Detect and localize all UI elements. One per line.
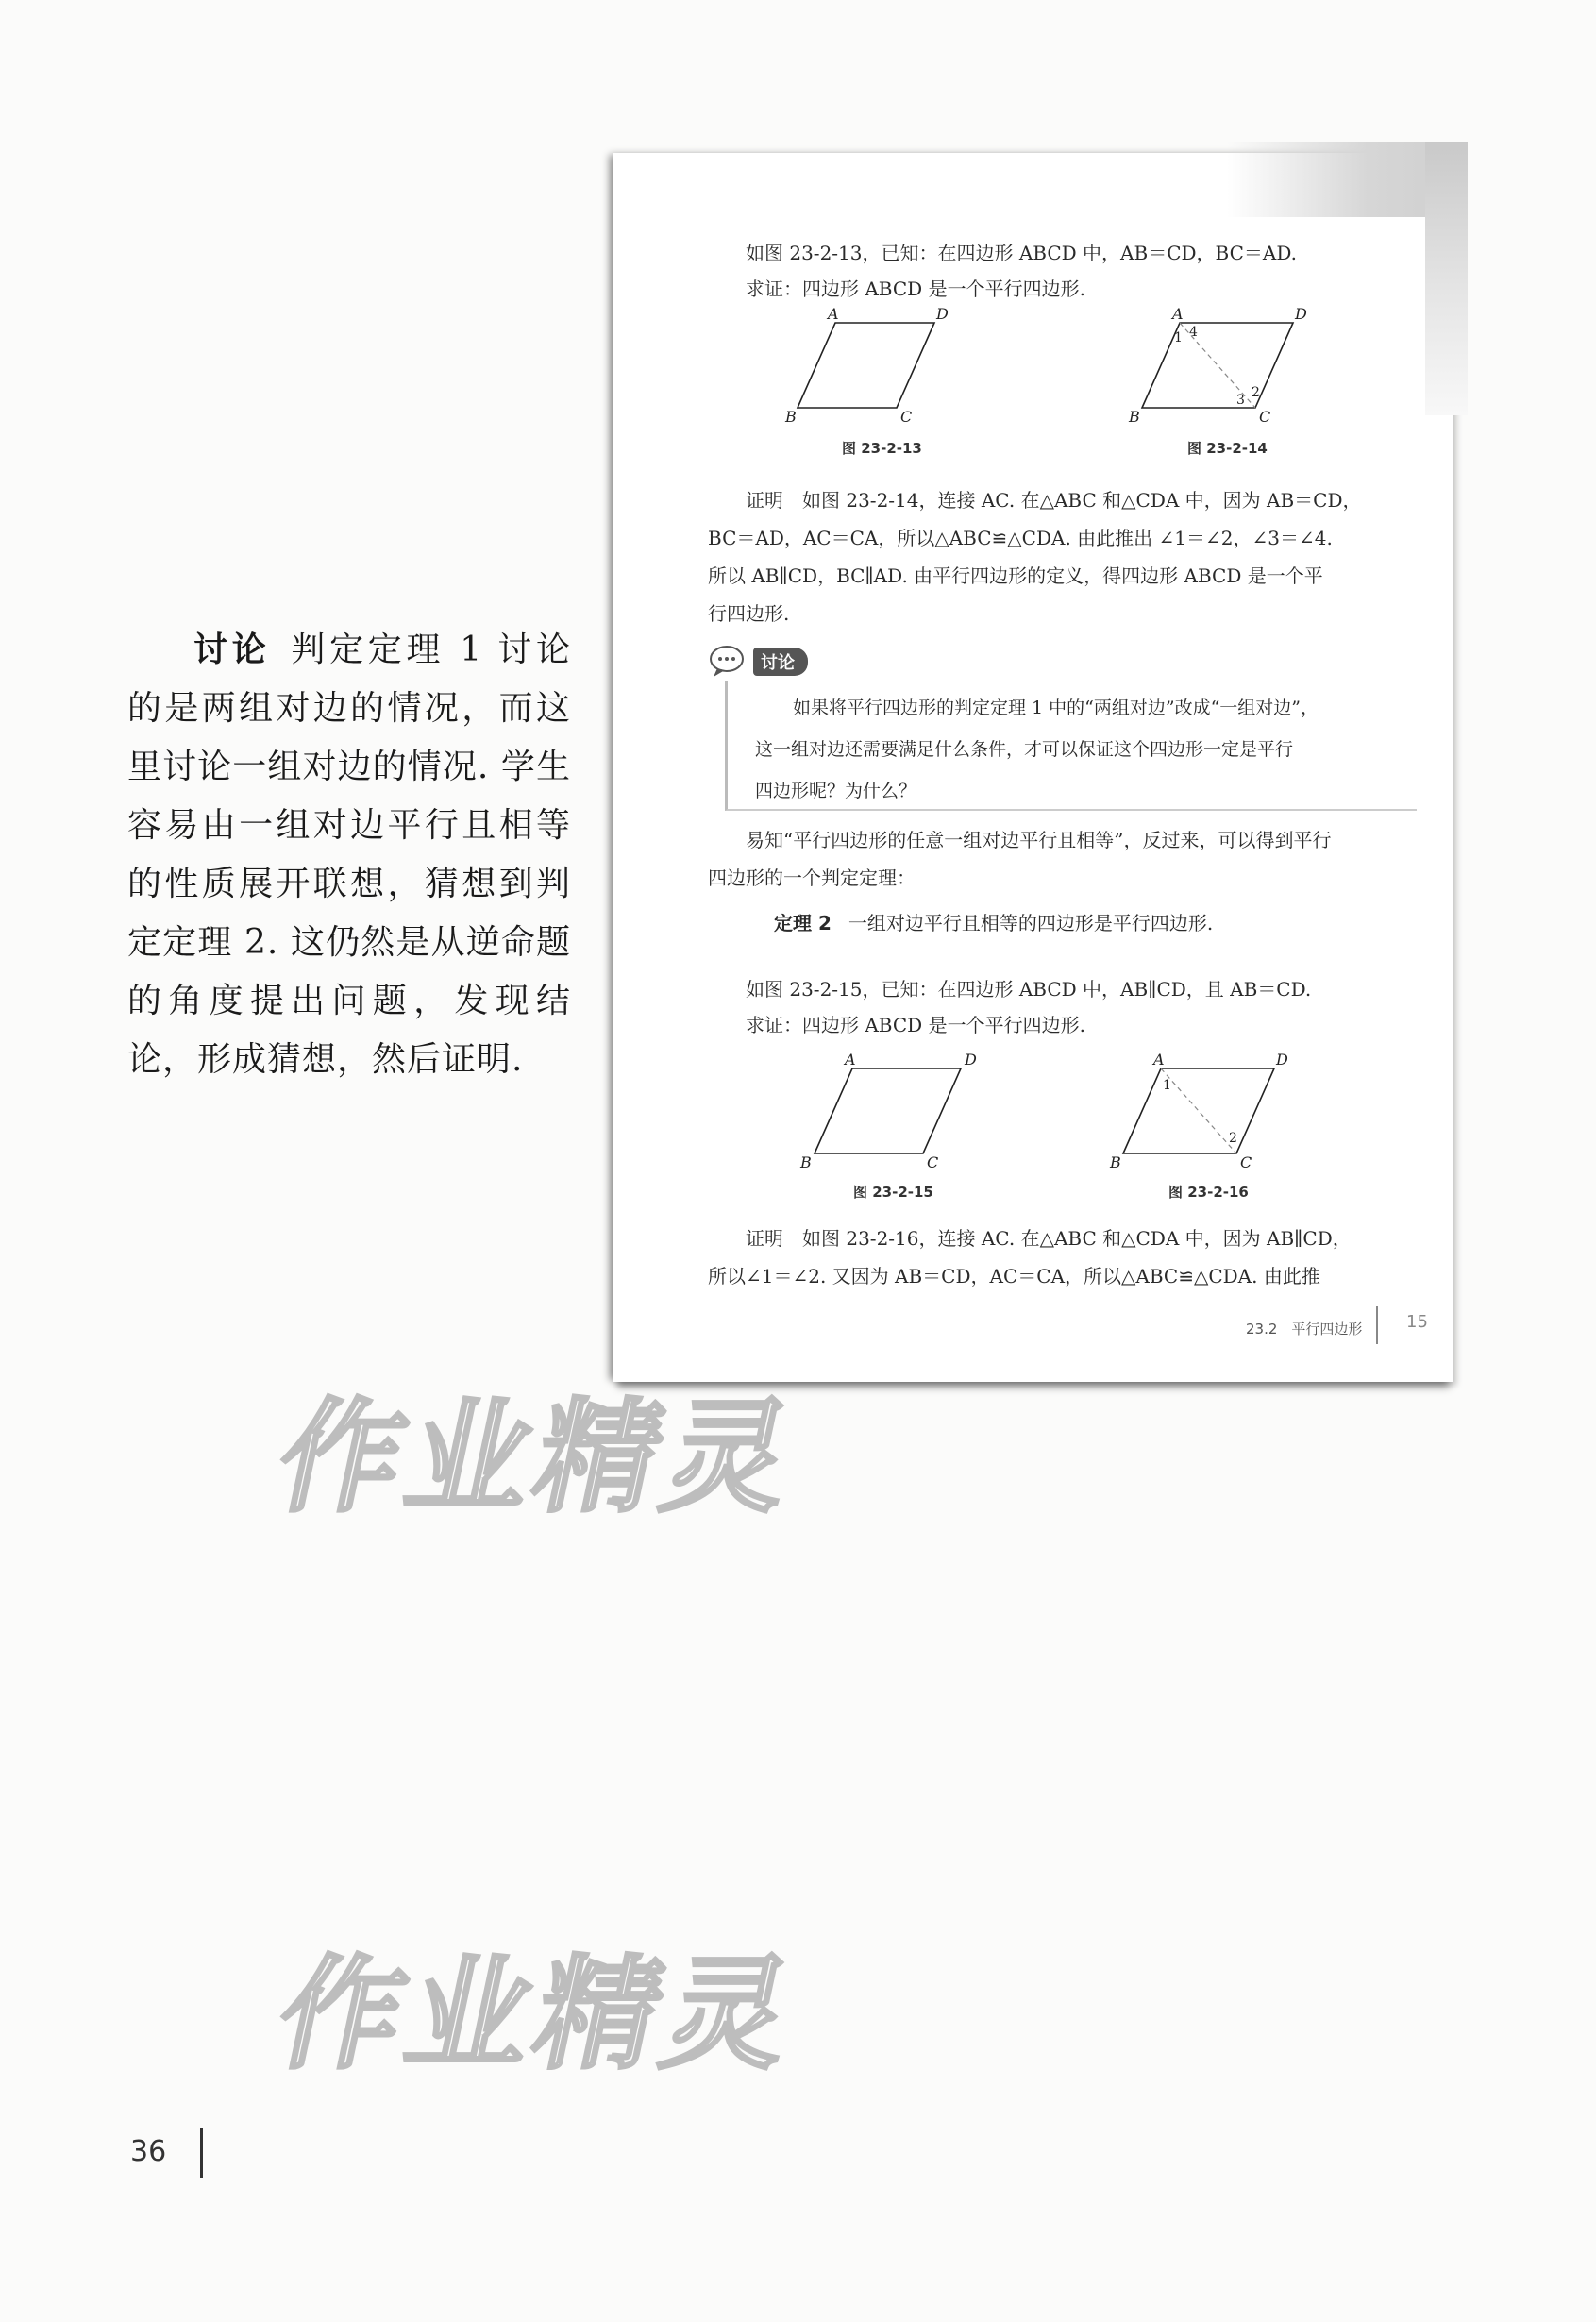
diagonal-ac (1161, 1068, 1236, 1153)
vertex-b: B (800, 1153, 812, 1171)
discuss-line-3: 四边形呢？为什么？ (755, 781, 917, 801)
figure-label-16: 图 23-2-16 (1168, 1184, 1249, 1201)
proof-1-line-1: 证明 如图 23-2-14，连接 AC. 在△ABC 和△CDA 中，因为 AB＝CD， (746, 489, 1362, 512)
theorem-label: 定理 2 (774, 912, 832, 934)
figure-label-14: 图 23-2-14 (1187, 440, 1268, 457)
section-footer: 23.2 平行四边形 (1246, 1321, 1363, 1338)
proof-2-line-2: 所以∠1＝∠2. 又因为 AB＝CD，AC＝CA，所以△ABC≌△CDA. 由此推 (708, 1265, 1320, 1287)
angle-2: 2 (1229, 1131, 1237, 1146)
textbook-page-number: 15 (1406, 1312, 1428, 1332)
angle-1: 1 (1163, 1078, 1171, 1093)
vertex-c: C (1259, 408, 1271, 426)
theorem-text: 一组对边平行且相等的四边形是平行四边形. (848, 912, 1214, 934)
vertex-d: D (1295, 305, 1307, 323)
given-line-2: 如图 23-2-15，已知：在四边形 ABCD 中，AB∥CD，且 AB＝CD. (746, 978, 1312, 1001)
note-keyword: 讨论 (193, 631, 271, 669)
figure-23-2-13 (785, 305, 953, 426)
textbook-page (613, 153, 1453, 1382)
proof-2-line-1: 证明 如图 23-2-16，连接 AC. 在△ABC 和△CDA 中，因为 AB∥CD， (746, 1227, 1352, 1250)
vertex-c: C (927, 1153, 939, 1171)
discuss-line-2: 这一组对边还需要满足什么条件，才可以保证这个四边形一定是平行 (755, 739, 1294, 760)
vertex-c: C (900, 408, 913, 426)
paragraph-2-line-2: 四边形的一个判定定理： (708, 867, 916, 889)
page-number: 36 (130, 2135, 167, 2168)
prove-line-2: 求证：四边形 ABCD 是一个平行四边形. (746, 1014, 1085, 1036)
vertex-a: A (1153, 1051, 1165, 1068)
angle-4: 4 (1189, 325, 1198, 340)
paragraph-2-line-1: 易知“平行四边形的任意一组对边平行且相等”，反过来，可以得到平行 (746, 829, 1332, 851)
vertex-d: D (1276, 1051, 1288, 1068)
figure-23-2-16 (1110, 1051, 1293, 1171)
parallelogram-16 (1123, 1068, 1274, 1153)
vertex-b: B (785, 408, 797, 426)
discussion-badge (708, 648, 808, 676)
angle-2: 2 (1252, 385, 1260, 400)
teacher-note (127, 621, 571, 1089)
page-edge-decoration (1425, 142, 1468, 415)
vertex-c: C (1240, 1153, 1252, 1171)
angle-1: 1 (1174, 330, 1183, 345)
given-line-1: 如图 23-2-13，已知：在四边形 ABCD 中，AB＝CD，BC＝AD. (746, 242, 1298, 264)
vertex-d: D (936, 305, 949, 323)
parallelogram-15 (815, 1068, 961, 1153)
parallelogram-14 (1142, 323, 1293, 408)
prove-line-1: 求证：四边形 ABCD 是一个平行四边形. (746, 278, 1085, 300)
proof-1-line-4: 行四边形. (708, 602, 790, 625)
speech-bubble-icon (708, 645, 753, 679)
figure-label-15: 图 23-2-15 (853, 1184, 933, 1201)
angle-3: 3 (1236, 393, 1245, 408)
discussion-label: 讨论 (753, 648, 808, 676)
vertex-b: B (1129, 408, 1140, 426)
vertex-a: A (845, 1051, 856, 1068)
footer-divider (1376, 1306, 1378, 1344)
vertex-a: A (828, 305, 839, 323)
note-body: 判定定理 1 讨论的是两组对边的情况，而这里讨论一组对边的情况. 学生容易由一组对边平行且相等的性质展开联想，猜想到判定定理 2. 这仍然是从逆命题的角度提出问题，发现结论，形成猜想，然后证明. (127, 631, 571, 1079)
discuss-line-1: 如果将平行四边形的判定定理 1 中的“两组对边”改成“一组对边”， (793, 698, 1319, 718)
theorem-2 (774, 908, 1213, 935)
vertex-d: D (965, 1051, 977, 1068)
proof-1-line-2: BC＝AD，AC＝CA，所以△ABC≌△CDA. 由此推出 ∠1＝∠2，∠3＝∠4. (708, 527, 1333, 549)
figure-label-13: 图 23-2-13 (842, 440, 922, 457)
figure-23-2-14 (1129, 305, 1312, 426)
watermark-bottom: 作业精灵 (265, 1943, 810, 2086)
vertex-a: A (1172, 305, 1184, 323)
vertex-b: B (1110, 1153, 1121, 1171)
figure-23-2-15 (800, 1051, 980, 1171)
parallelogram-13 (798, 323, 934, 408)
page-number-divider (200, 2128, 203, 2178)
proof-1-line-3: 所以 AB∥CD，BC∥AD. 由平行四边形的定义，得四边形 ABCD 是一个平 (708, 564, 1323, 587)
watermark-top: 作业精灵 (265, 1386, 810, 1529)
